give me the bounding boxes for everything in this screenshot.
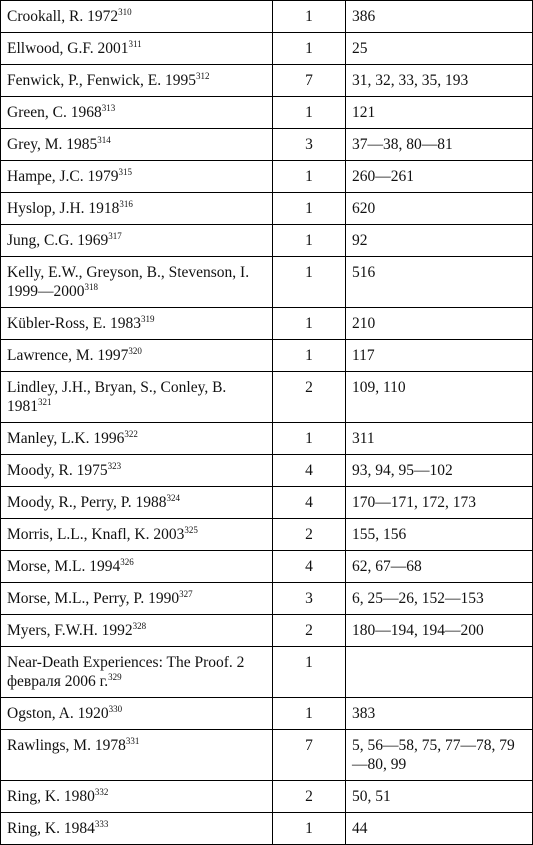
citation-source-cell	[1, 33, 273, 65]
citation-count: 1	[273, 225, 346, 257]
page-references: 121	[346, 97, 533, 129]
citation-count: 3	[273, 583, 346, 615]
footnote-number: 328	[132, 620, 147, 631]
citation-source-cell	[1, 308, 273, 340]
page-references: 260—261	[346, 161, 533, 193]
citation-count: 1	[273, 308, 346, 340]
page-references: 37—38, 80—81	[346, 129, 533, 161]
page-references: 6, 25—26, 152—153	[346, 583, 533, 615]
citation-count: 7	[273, 730, 346, 781]
citation-source-cell	[1, 647, 273, 698]
citation-table-body	[1, 1, 533, 845]
page-references: 31, 32, 33, 35, 193	[346, 65, 533, 97]
footnote-number: 316	[119, 198, 133, 209]
table-row	[1, 813, 533, 845]
citation-count: 1	[273, 1, 346, 33]
citation-source-cell	[1, 372, 273, 423]
citation-count: 1	[273, 161, 346, 193]
citation-source-cell	[1, 455, 273, 487]
citation-source: Rawlings, M. 1978	[7, 737, 126, 754]
page-references: 93, 94, 95—102	[346, 455, 533, 487]
citation-count: 1	[273, 423, 346, 455]
footnote-number: 330	[108, 703, 123, 714]
footnote-number: 319	[141, 313, 155, 324]
citation-source-cell	[1, 519, 273, 551]
citation-source-cell	[1, 583, 273, 615]
citation-source: Hyslop, J.H. 1918	[7, 200, 120, 217]
table-row	[1, 257, 533, 308]
page-references: 44	[346, 813, 533, 845]
citation-source: Hampe, J.C. 1979	[7, 168, 119, 185]
table-row	[1, 615, 533, 647]
citation-source-cell	[1, 813, 273, 845]
page-references: 5, 56—58, 75, 77—78, 79—80, 99	[346, 730, 533, 781]
table-row	[1, 97, 533, 129]
page-references: 516	[346, 257, 533, 308]
table-row	[1, 519, 533, 551]
citation-source: Lindley, J.H., Bryan, S., Conley, B. 1981	[7, 379, 227, 415]
citation-count: 1	[273, 257, 346, 308]
citation-source: Lawrence, M. 1997	[7, 347, 129, 364]
citation-source: Myers, F.W.H. 1992	[7, 622, 133, 639]
citation-source-cell	[1, 97, 273, 129]
footnote-number: 313	[101, 102, 116, 113]
footnote-number: 326	[120, 556, 134, 567]
page-references: 50, 51	[346, 781, 533, 813]
citation-source-cell	[1, 225, 273, 257]
citation-count: 1	[273, 698, 346, 730]
page-references: 170—171, 172, 173	[346, 487, 533, 519]
citation-count: 4	[273, 551, 346, 583]
citation-count: 3	[273, 129, 346, 161]
citation-source-cell	[1, 257, 273, 308]
table-row	[1, 730, 533, 781]
page-references: 311	[346, 423, 533, 455]
citation-source: Ring, K. 1984	[7, 820, 95, 837]
footnote-number: 331	[125, 735, 140, 746]
footnote-number: 322	[124, 428, 138, 439]
table-row	[1, 340, 533, 372]
citation-source: Ellwood, G.F. 2001	[7, 40, 129, 57]
citation-source: Ring, K. 1980	[7, 788, 95, 805]
citation-count: 4	[273, 487, 346, 519]
citation-source-cell	[1, 423, 273, 455]
footnote-number: 332	[94, 786, 109, 797]
citation-source-cell	[1, 65, 273, 97]
footnote-number: 315	[118, 166, 133, 177]
page-references: 92	[346, 225, 533, 257]
footnote-number: 311	[128, 38, 142, 49]
citation-count: 2	[273, 781, 346, 813]
citation-source-cell	[1, 730, 273, 781]
table-row	[1, 225, 533, 257]
table-row	[1, 647, 533, 698]
table-row	[1, 583, 533, 615]
table-row	[1, 551, 533, 583]
page-references: 383	[346, 698, 533, 730]
citation-source: Kelly, E.W., Greyson, B., Stevenson, I. 1999—2000	[7, 264, 250, 300]
citation-count: 2	[273, 372, 346, 423]
table-row	[1, 161, 533, 193]
table-row	[1, 193, 533, 225]
citation-source: Ogston, A. 1920	[7, 705, 109, 722]
citation-count: 2	[273, 519, 346, 551]
footnote-number: 323	[107, 460, 122, 471]
footnote-number: 325	[184, 524, 198, 535]
table-row	[1, 33, 533, 65]
footnote-number: 327	[179, 588, 193, 599]
citation-count: 4	[273, 455, 346, 487]
citation-source-cell	[1, 340, 273, 372]
table-row	[1, 781, 533, 813]
footnote-number: 329	[108, 671, 122, 682]
page-references: 155, 156	[346, 519, 533, 551]
citation-source-cell	[1, 487, 273, 519]
table-row	[1, 423, 533, 455]
citation-source: Morse, M.L. 1994	[7, 558, 121, 575]
table-row	[1, 129, 533, 161]
citation-source-cell	[1, 129, 273, 161]
page-references: 62, 67—68	[346, 551, 533, 583]
page-references: 117	[346, 340, 533, 372]
citation-source: Morse, M.L., Perry, P. 1990	[7, 590, 180, 607]
citation-source: Green, C. 1968	[7, 104, 102, 121]
table-row	[1, 1, 533, 33]
citation-source-cell	[1, 551, 273, 583]
citation-source: Morris, L.L., Knafl, K. 2003	[7, 526, 185, 543]
footnote-number: 320	[128, 345, 142, 356]
citation-count: 7	[273, 65, 346, 97]
citation-count: 1	[273, 97, 346, 129]
table-row	[1, 487, 533, 519]
citation-count: 2	[273, 615, 346, 647]
citation-source: Grey, M. 1985	[7, 136, 98, 153]
citation-source: Jung, C.G. 1969	[7, 232, 109, 249]
citation-source: Manley, L.K. 1996	[7, 430, 125, 447]
citation-count: 1	[273, 340, 346, 372]
page-references: 386	[346, 1, 533, 33]
footnote-number: 324	[166, 492, 180, 503]
citation-source: Moody, R. 1975	[7, 462, 108, 479]
citation-source-cell	[1, 615, 273, 647]
citation-source-cell	[1, 781, 273, 813]
footnote-number: 314	[97, 134, 111, 145]
citation-count: 1	[273, 813, 346, 845]
footnote-number: 317	[108, 230, 122, 241]
citation-count: 1	[273, 33, 346, 65]
footnote-number: 310	[118, 6, 132, 17]
citation-count: 1	[273, 647, 346, 698]
footnote-number: 321	[38, 396, 52, 407]
citation-source-cell	[1, 1, 273, 33]
citation-source: Near-Death Experiences: The Proof. 2 февраля 2006 г.	[7, 654, 245, 690]
page-references: 109, 110	[346, 372, 533, 423]
citation-source: Kübler-Ross, E. 1983	[7, 315, 142, 332]
citation-source-cell	[1, 193, 273, 225]
table-row	[1, 372, 533, 423]
page-references: 620	[346, 193, 533, 225]
citation-source: Moody, R., Perry, P. 1988	[7, 494, 167, 511]
table-row	[1, 65, 533, 97]
footnote-number: 312	[196, 70, 210, 81]
table-row	[1, 698, 533, 730]
table-row	[1, 455, 533, 487]
citation-source-cell	[1, 698, 273, 730]
citation-source-cell	[1, 161, 273, 193]
citation-source: Crookall, R. 1972	[7, 8, 119, 25]
footnote-number: 333	[94, 818, 109, 829]
page-references: 180—194, 194—200	[346, 615, 533, 647]
citation-source: Fenwick, P., Fenwick, E. 1995	[7, 72, 197, 89]
footnote-number: 318	[84, 281, 98, 292]
page-references	[346, 647, 533, 698]
page-references: 25	[346, 33, 533, 65]
table-row	[1, 308, 533, 340]
citation-count: 1	[273, 193, 346, 225]
page-references: 210	[346, 308, 533, 340]
